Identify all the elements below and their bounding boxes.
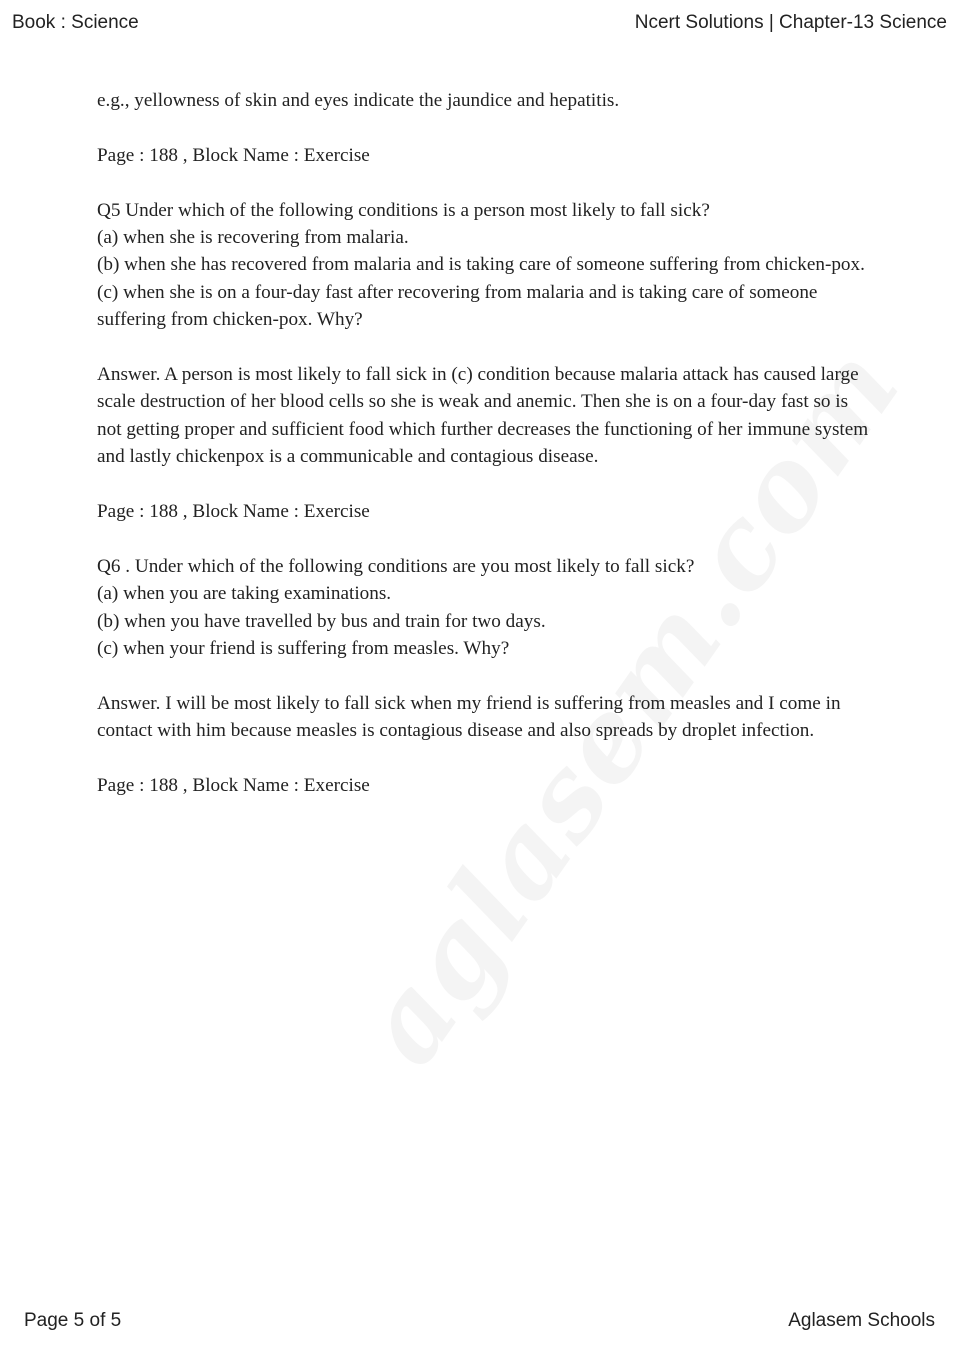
question-6-option-a: (a) when you are taking examinations. [97, 583, 392, 605]
question-5-option-b: (b) when she has recovered from malaria and is taking care of someone suffering from chicken-pox. [97, 254, 865, 276]
page-reference: Page : 188 , Block Name : Exercise [97, 775, 370, 797]
question-5-block [97, 197, 872, 334]
question-6-option-c: (c) when your friend is suffering from measles. Why? [97, 638, 510, 660]
question-5-option-a: (a) when she is recovering from malaria. [97, 227, 409, 248]
document-body [97, 87, 872, 827]
answer-6: Answer. I will be most likely to fall sick when my friend is suffering from measles and I come in contact with him because measles is contagious disease and also spreads by droplet infection. [97, 692, 841, 742]
question-6-block [97, 553, 872, 663]
header-chapter-title: Ncert Solutions | Chapter-13 Science [634, 12, 947, 33]
intro-paragraph: e.g., yellowness of skin and eyes indicate the jaundice and hepatitis. [97, 90, 620, 111]
question-6-text: Q6 . Under which of the following conditions are you most likely to fall sick? [97, 555, 695, 577]
page-reference: Page : 188 , Block Name : Exercise [97, 501, 370, 523]
page-reference: Page : 188 , Block Name : Exercise [97, 144, 370, 166]
question-5-text: Q5 Under which of the following conditions is a person most likely to fall sick? [97, 199, 710, 221]
answer-5: Answer. A person is most likely to fall sick in (c) condition because malaria attack has caused large scale destruction of her blood cells so she is weak and anemic. Then she is on a four-day fast so is not getting proper and sufficient food which further decreases the functioning of her immune system and lastly chickenpox is a communicable and contagious disease. [97, 364, 869, 468]
footer-publisher: Aglasem Schools [788, 1310, 935, 1331]
question-5-option-c: (c) when she is on a four-day fast after recovering from malaria and is taking care of someone suffering from chicken-pox. Why? [97, 281, 818, 331]
header-book-title: Book : Science [12, 12, 139, 33]
question-6-option-b: (b) when you have travelled by bus and train for two days. [97, 610, 546, 632]
footer-page-number: Page 5 of 5 [24, 1310, 122, 1331]
